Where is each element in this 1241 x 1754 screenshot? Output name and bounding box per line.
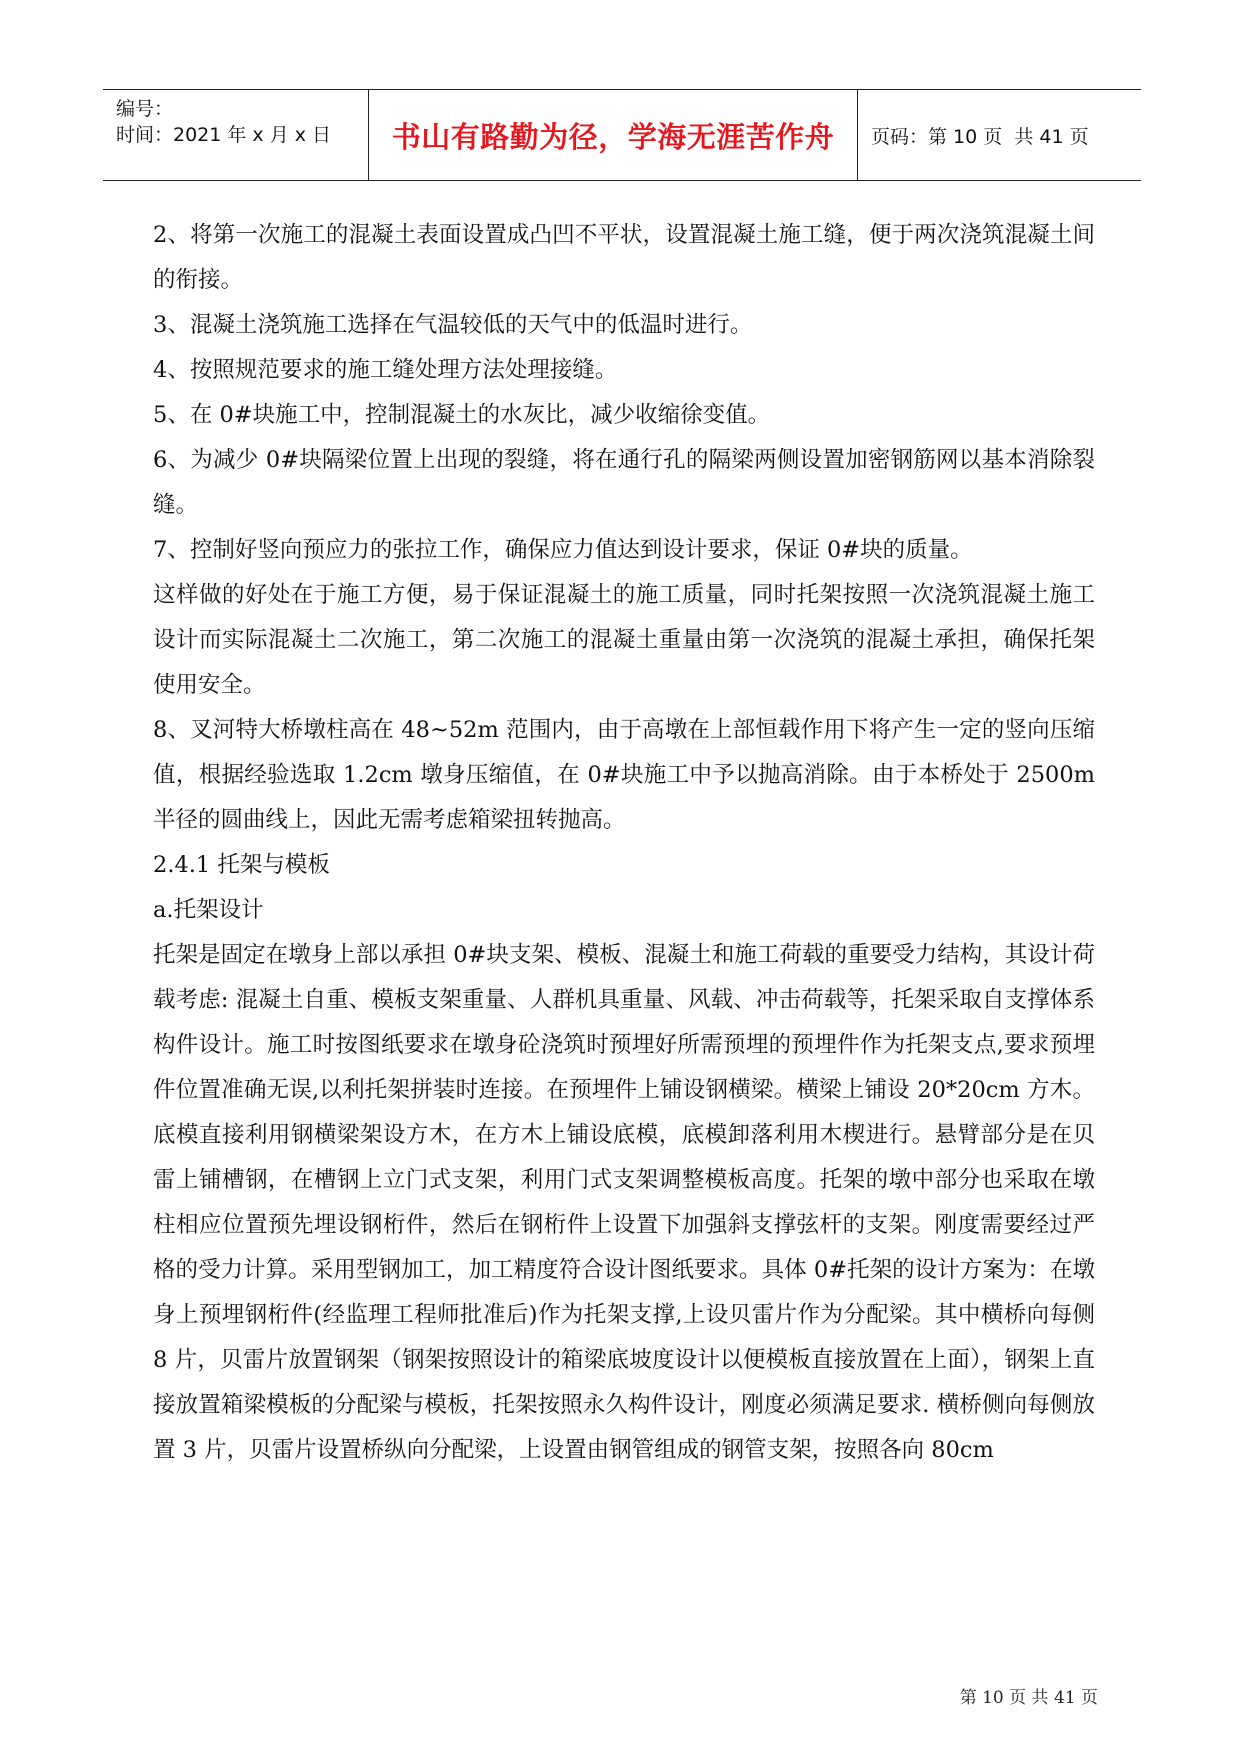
header-motto-cell bbox=[368, 90, 858, 180]
subsection-heading: a.托架设计 bbox=[153, 897, 264, 923]
page-footer: 第 10 页 共 41 页 bbox=[959, 1688, 1098, 1708]
header-motto: 书山有路勤为径，学海无涯苦作舟 bbox=[391, 119, 835, 154]
paragraph: 4、按照规范要求的施工缝处理方法处理接缝。 bbox=[153, 357, 618, 383]
paragraph: 3、混凝土浇筑施工选择在气温较低的天气中的低温时进行。 bbox=[153, 312, 753, 338]
header-page-cell bbox=[858, 90, 1141, 180]
paragraph: 8、叉河特大桥墩柱高在 48~52m 范围内，由于高墩在上部恒载作用下将产生一定的竖向压缩值，根据经验选取 1.2cm 墩身压缩值，在 0#块施工中予以抛高消除。由于本桥处于 2500m 半径的圆曲线上，因此无需考虑箱梁扭转抛高。 bbox=[153, 717, 1095, 833]
paragraph: 6、为减少 0#块隔梁位置上出现的裂缝，将在通行孔的隔梁两侧设置加密钢筋网以基本消除裂缝。 bbox=[153, 447, 1095, 518]
section-heading: 2.4.1 托架与模板 bbox=[153, 852, 330, 878]
paragraph: 托架是固定在墩身上部以承担 0#块支架、模板、混凝土和施工荷载的重要受力结构，其设计荷载考虑: 混凝土自重、模板支架重量、人群机具重量、风载、冲击荷载等，托架采取自支撑体系构件设计。施工时按图纸要求在墩身砼浇筑时预埋好所需预埋的预埋件作为托架支点,要求预埋件位置准确无误,以利托架拼装时连接。在预埋件上铺设钢横梁。横梁上铺设 20*20cm 方木。底模直接利用钢横梁架设方木，在方木上铺设底模，底模卸落利用木楔进行。悬臂部分是在贝雷上铺槽钢，在槽钢上立门式支架，利用门式支架调整模板高度。托架的墩中部分也采取在墩柱相应位置预先埋设钢桁件，然后在钢桁件上设置下加强斜支撑弦杆的支架。刚度需要经过严格的受力计算。采用型钢加工，加工精度符合设计图纸要求。具体 0#托架的设计方案为：在墩身上预埋钢桁件(经监理工程师批准后)作为托架支撑,上设贝雷片作为分配梁。其中横桥向每侧 8 片，贝雷片放置钢架（钢架按照设计的箱梁底坡度设计以便模板直接放置在上面），钢架上直接放置箱梁模板的分配梁与模板，托架按照永久构件设计，刚度必须满足要求. 横桥侧向每侧放置 3 片，贝雷片设置桥纵向分配梁，上设置由钢管组成的钢管支架，按照各向 80cm bbox=[153, 942, 1095, 1463]
header-page-code: 页码：第 10 页 共 41 页 bbox=[871, 125, 1089, 148]
paragraph: 2、将第一次施工的混凝土表面设置成凸凹不平状，设置混凝土施工缝，便于两次浇筑混凝土间的衔接。 bbox=[153, 222, 1095, 293]
document-number: 编号： bbox=[116, 98, 174, 120]
header-meta bbox=[103, 90, 368, 180]
document-body bbox=[153, 213, 1095, 1473]
document-time: 时间：2021 年 x 月 x 日 bbox=[116, 124, 332, 146]
page-header bbox=[103, 89, 1141, 181]
paragraph: 7、控制好竖向预应力的张拉工作，确保应力值达到设计要求，保证 0#块的质量。 bbox=[153, 537, 973, 563]
paragraph: 这样做的好处在于施工方便，易于保证混凝土的施工质量，同时托架按照一次浇筑混凝土施工设计而实际混凝土二次施工，第二次施工的混凝土重量由第一次浇筑的混凝土承担，确保托架使用安全。 bbox=[153, 582, 1095, 698]
paragraph: 5、在 0#块施工中，控制混凝土的水灰比，减少收缩徐变值。 bbox=[153, 402, 771, 428]
